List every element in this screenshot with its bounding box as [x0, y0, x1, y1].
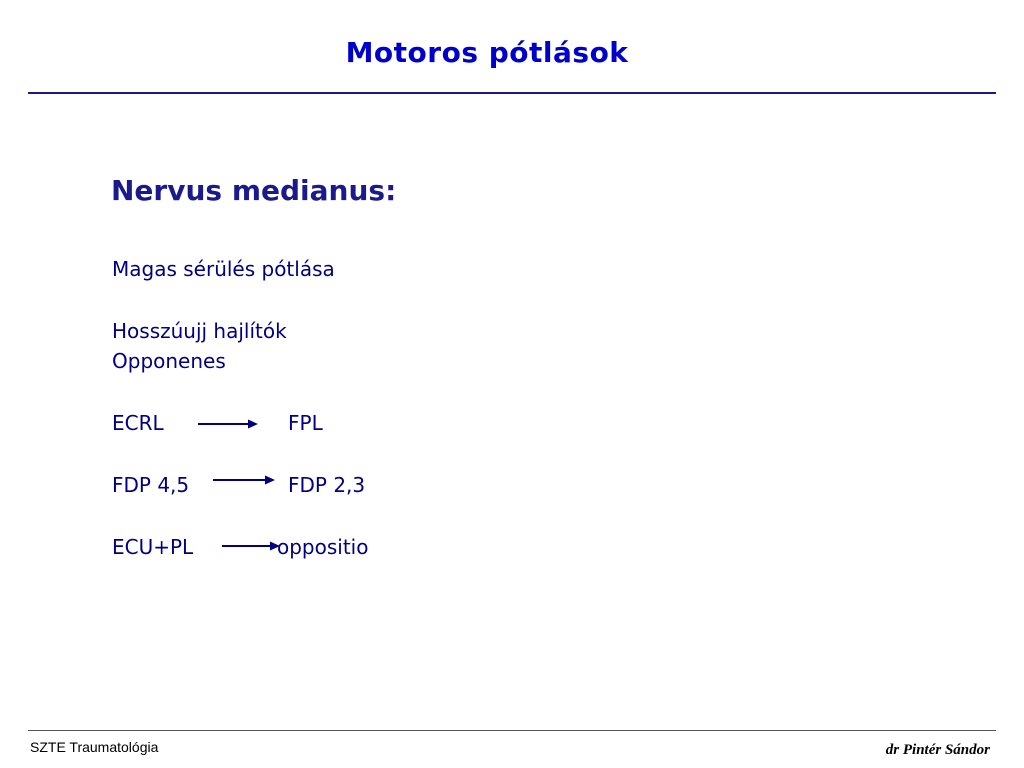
- right-arrow-icon: [213, 474, 275, 486]
- transfer-row-ecrl: [112, 411, 412, 441]
- title-divider: [28, 92, 996, 94]
- transfer-row-fdp: [112, 473, 412, 503]
- body-line-high-injury: Magas sérülés pótlása: [112, 257, 335, 281]
- transfer-from: FDP 4,5: [112, 473, 190, 497]
- right-arrow-icon: [222, 540, 280, 552]
- footer-divider: [28, 730, 996, 731]
- body-line-opponens: Opponenes: [112, 349, 226, 373]
- transfer-to: FDP 2,3: [288, 473, 366, 497]
- body-line-long-finger-flexors: Hosszúujj hajlítók: [112, 319, 287, 343]
- transfer-to: FPL: [288, 411, 323, 435]
- slide-title: Motoros pótlások: [345, 36, 629, 69]
- footer-author: dr Pintér Sándor: [885, 742, 990, 758]
- section-heading: Nervus medianus:: [111, 174, 397, 207]
- transfer-to: oppositio: [277, 535, 369, 559]
- footer-institution: SZTE Traumatológia: [30, 739, 159, 755]
- transfer-row-ecu-pl: [112, 535, 412, 565]
- right-arrow-icon: [198, 418, 258, 430]
- transfer-from: ECRL: [112, 411, 164, 435]
- transfer-from: ECU+PL: [112, 535, 194, 559]
